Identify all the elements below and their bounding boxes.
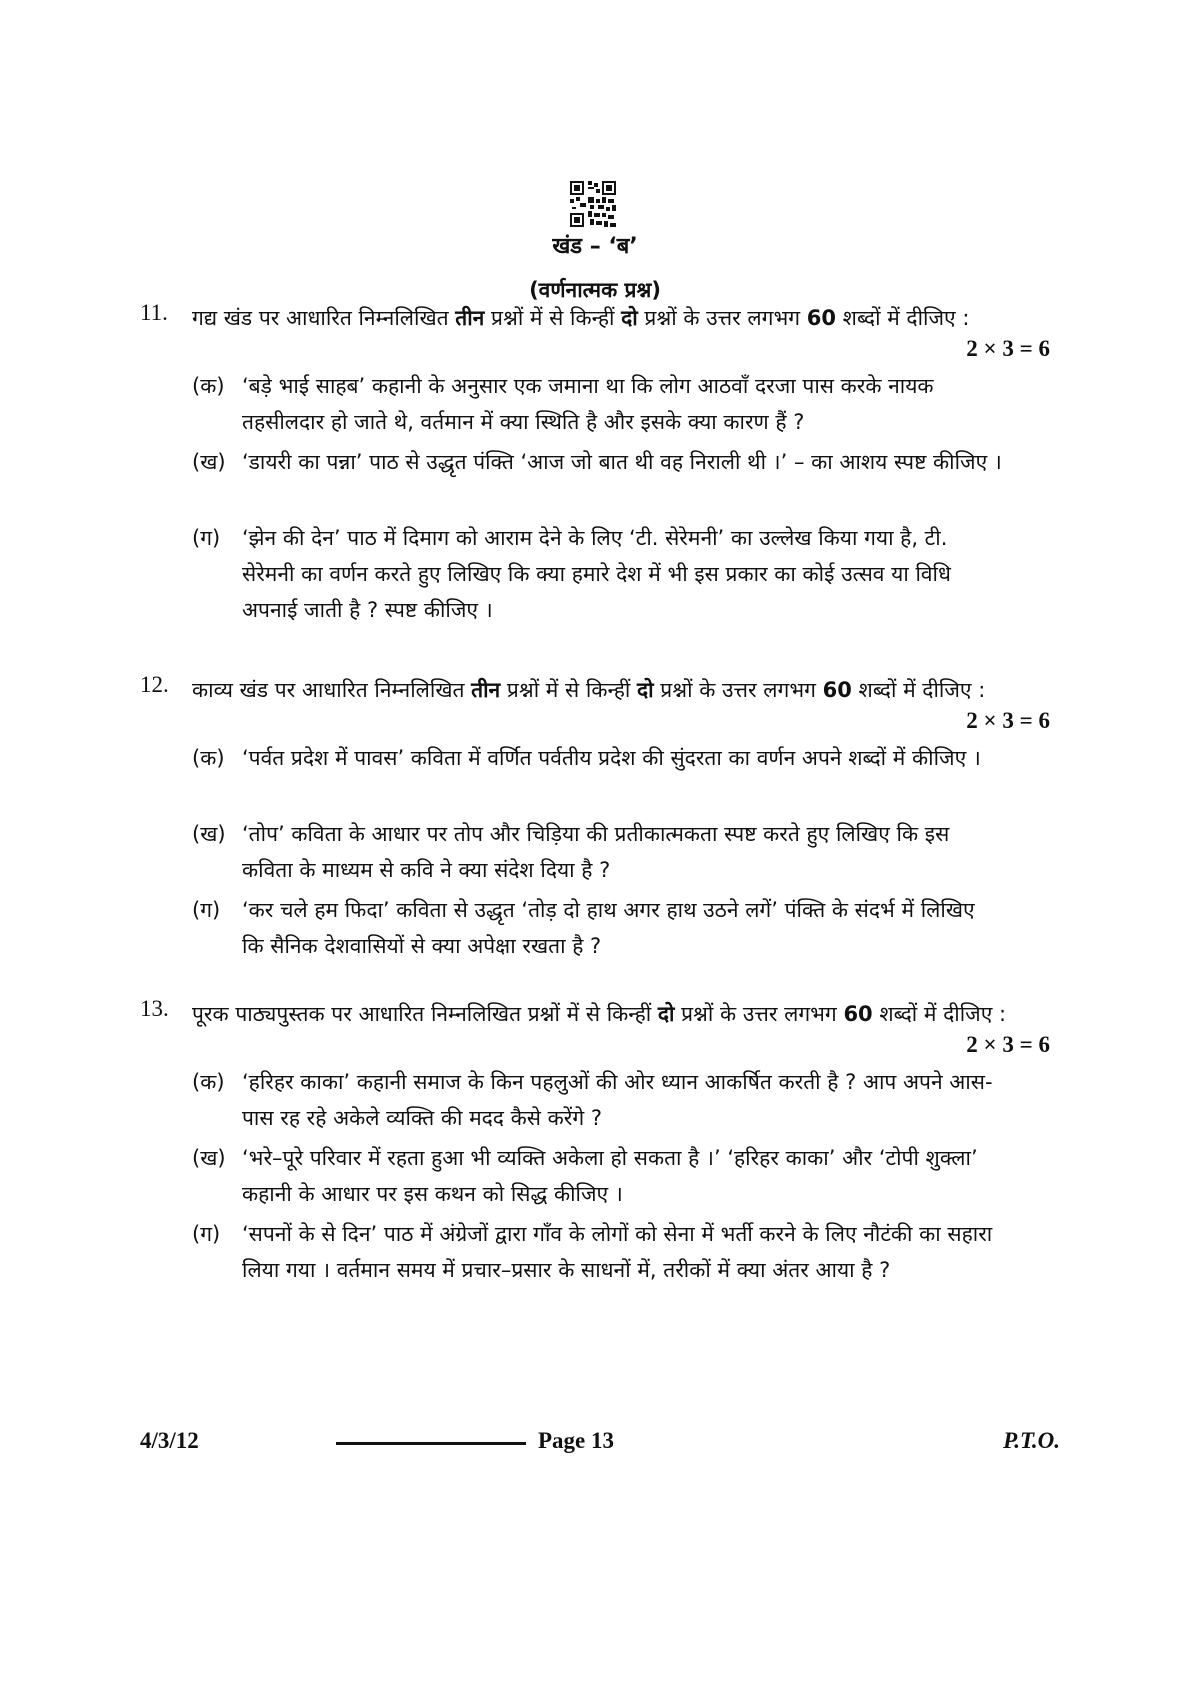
intro-text: गद्य खंड पर आधारित निम्नलिखित [192, 306, 456, 330]
intro-text: शब्दों में दीजिए : [851, 678, 986, 702]
pto-label: P.T.O. [1003, 1428, 1060, 1453]
sub-label: (क) [192, 746, 225, 770]
intro-text: प्रश्नों के उत्तर लगभग [637, 306, 807, 330]
intro-emphasis: दो [637, 678, 654, 702]
sub-label: (ग) [192, 526, 221, 550]
paper-code: 4/3/12 [140, 1428, 199, 1453]
sub-label: (ख) [192, 822, 226, 846]
sub-text: ‘सपनों के से दिन’ पाठ में अंग्रेजों द्वारा गाँव के लोगों को सेना में भर्ती करने के लिए नौटंकी का सहारा लिया गया । वर्तमान समय में प्रचार–प्रसार के साधनों में, तरीकों में क्या अंतर आया है ? [242, 1222, 993, 1282]
sub-text: ‘झेन की देन’ पाठ में दिमाग को आराम देने के लिए ‘टी. सेरेमनी’ का उल्लेख किया गया है, टी. सेरेमनी का वर्णन करते हुए लिखिए कि क्या हमारे देश में भी इस प्रकार का कोई उत्सव या विधि अपनाई जाती है ? स्पष्ट कीजिए । [242, 526, 951, 622]
intro-text: प्रश्नों के उत्तर लगभग [653, 678, 823, 702]
question-number: 13. [140, 996, 169, 1021]
marks: 2 × 3 = 6 [966, 708, 1050, 733]
footer-divider [336, 1442, 526, 1445]
intro-emphasis: 60 [843, 1002, 873, 1026]
marks: 2 × 3 = 6 [966, 1032, 1050, 1057]
intro-text: शब्दों में दीजिए : [835, 306, 970, 330]
question-number: 12. [140, 672, 169, 697]
intro-text: प्रश्नों के उत्तर लगभग [674, 1002, 844, 1026]
intro-text: प्रश्नों में से किन्हीं [484, 306, 622, 330]
section-subtitle: (वर्णनात्मक प्रश्न) [529, 278, 661, 302]
intro-emphasis: 60 [806, 306, 836, 330]
sub-label: (ख) [192, 1146, 226, 1170]
qr-code-icon [570, 181, 616, 227]
page-footer [140, 1428, 1060, 1458]
sub-text: ‘बड़े भाई साहब’ कहानी के अनुसार एक जमाना था कि लोग आठवाँ दरजा पास करके नायक तहसीलदार हो जाते थे, वर्तमान में क्या स्थिति है और इसके क्या कारण हैं ? [242, 374, 934, 434]
intro-emphasis: 60 [822, 678, 852, 702]
intro-text: पूरक पाठ्यपुस्तक पर आधारित निम्नलिखित प्रश्नों में से किन्हीं [192, 1002, 658, 1026]
question-intro [192, 300, 1040, 336]
marks: 2 × 3 = 6 [966, 336, 1050, 361]
intro-emphasis: दो [657, 1002, 675, 1026]
intro-emphasis: तीन [471, 678, 501, 702]
sub-text: ‘डायरी का पन्ना’ पाठ से उद्धृत पंक्ति ‘आज जो बात थी वह निराली थी ।’ – का आशय स्पष्ट कीजिए । [242, 450, 1002, 474]
sub-text: ‘पर्वत प्रदेश में पावस’ कविता में वर्णित पर्वतीय प्रदेश की सुंदरता का वर्णन अपने शब्दों में कीजिए । [242, 746, 981, 770]
intro-text: काव्य खंड पर आधारित निम्नलिखित [192, 678, 472, 702]
page-number: Page 13 [538, 1428, 615, 1453]
sub-text: ‘हरिहर काका’ कहानी समाज के किन पहलुओं की ओर ध्यान आकर्षित करती है ? आप अपने आस-पास रह रहे अकेले व्यक्ति की मदद कैसे करेंगे ? [242, 1070, 993, 1130]
sub-text: ‘तोप’ कविता के आधार पर तोप और चिड़िया की प्रतीकात्मकता स्पष्ट करते हुए लिखिए कि इस कविता के माध्यम से कवि ने क्या संदेश दिया है ? [242, 822, 950, 882]
intro-emphasis: तीन [455, 306, 485, 330]
question-intro [192, 996, 1040, 1032]
sub-label: (ग) [192, 898, 221, 922]
sub-label: (ग) [192, 1222, 221, 1246]
sub-label: (क) [192, 1070, 225, 1094]
section-title: खंड – ‘ब’ [552, 234, 638, 259]
sub-label: (ख) [192, 450, 226, 474]
sub-text: ‘भरे–पूरे परिवार में रहता हुआ भी व्यक्ति अकेला हो सकता है ।’ ‘हरिहर काका’ और ‘टोपी शुक्ला’ कहानी के आधार पर इस कथन को सिद्ध कीजिए । [242, 1146, 978, 1206]
question-number: 11. [140, 300, 168, 325]
intro-text: शब्दों में दीजिए : [872, 1002, 1007, 1026]
question-intro [192, 672, 1040, 708]
intro-emphasis: दो [621, 306, 638, 330]
sub-text: ‘कर चले हम फिदा’ कविता से उद्धृत ‘तोड़ दो हाथ अगर हाथ उठने लगें’ पंक्ति के संदर्भ में लिखिए कि सैनिक देशवासियों से क्या अपेक्षा रखता है ? [242, 898, 975, 958]
sub-label: (क) [192, 374, 225, 398]
intro-text: प्रश्नों में से किन्हीं [500, 678, 638, 702]
